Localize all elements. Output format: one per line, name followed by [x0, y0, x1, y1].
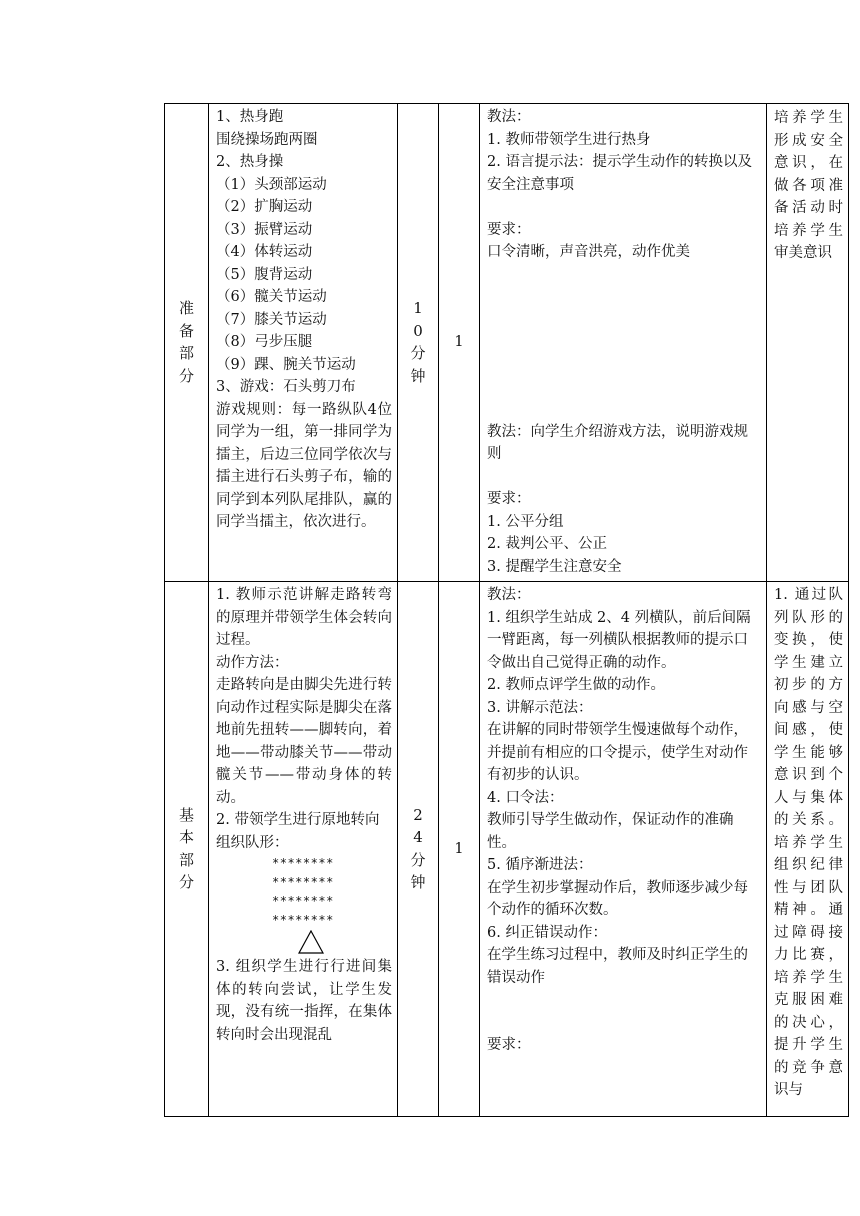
prep-method1-item: 2. 语言提示法：提示学生动作的转换以及安全注意事项 [487, 154, 752, 193]
basic-section-label: 基本部分 [178, 805, 194, 891]
basic-method-item: 在讲解的同时带领学生慢速做每个动作，并提前有相应的口令提示，使学生对动作有初步的认识。 [487, 722, 748, 783]
basic-method-item: 在学生初步掌握动作后，教师逐步减少每个动作的循环次数。 [487, 879, 748, 918]
basic-method-item: 2. 教师点评学生做的动作。 [487, 677, 665, 693]
basic-count-cell [439, 582, 480, 1117]
prep-content-line: （1）头颈部运动 [216, 176, 327, 193]
prep-content-line: （7）膝关节运动 [216, 311, 327, 328]
prep-count-cell [439, 104, 480, 582]
basic-method-item: 教师引导学生做动作，保证动作的准确性。 [487, 812, 734, 851]
lesson-plan-table [164, 103, 849, 1117]
prep-req2-item: 2. 裁判公平、公正 [487, 536, 607, 552]
formation-row: ******** [272, 856, 334, 870]
prep-section-cell [165, 104, 209, 582]
prep-content-line: 3、游戏：石头剪刀布 [216, 379, 356, 395]
prep-content-line: （8）弓步压腿 [216, 334, 313, 350]
basic-content-step3: 3. 组织学生进行行进间集体的转向尝试，让学生发现，没有统一指挥，在集体转向时会出现混乱 [216, 959, 392, 1043]
basic-content-method: 走路转向是由脚尖先进行转向动作过程实际是脚尖在落地前先扭转——脚转向，着地——带动膝关节——带动髋关节——带动身体的转动。 [216, 677, 392, 806]
lesson-plan-page [164, 103, 848, 1117]
prep-req1-title: 要求： [487, 221, 531, 238]
prep-content-line: 1、热身跑 [216, 109, 284, 125]
prep-req2-item: 3. 提醒学生注意安全 [487, 558, 622, 575]
basic-content-cell [209, 582, 398, 1117]
basic-method-item: 5. 循序渐进法： [487, 857, 593, 873]
basic-method-item: 6. 纠正错误动作： [487, 924, 607, 941]
prep-game-rules: 游戏规则：每一路纵队4位同学为一组，第一排同学为擂主，后边三位同学依次与擂主进行石头剪子布，输的同学到本列队尾排队，赢的同学当擂主，依次进行。 [216, 401, 392, 530]
basic-row [165, 582, 849, 1117]
basic-method-item: 4. 口令法： [487, 789, 564, 806]
prep-row [165, 104, 849, 582]
basic-content-step2: 2. 带领学生进行原地转向 [216, 812, 380, 828]
basic-method-item: 在学生练习过程中，教师及时纠正学生的错误动作 [487, 947, 748, 986]
prep-content-cell [209, 104, 398, 582]
basic-time: 24分钟 [410, 805, 426, 891]
prep-method-cell [480, 104, 767, 582]
basic-req-title: 要求： [487, 1037, 531, 1053]
basic-content-step1: 1. 教师示范讲解走路转弯的原理并带领学生体会转向过程。 [216, 587, 392, 648]
prep-content-line: 2、热身操 [216, 154, 284, 170]
formation-row: ******** [272, 894, 334, 908]
basic-count: 1 [454, 840, 464, 857]
prep-method1-item: 1. 教师带领学生进行热身 [487, 131, 651, 148]
prep-method1-title: 教法： [487, 109, 531, 125]
prep-content-line: 围绕操场跑两圈 [216, 131, 318, 148]
basic-method-item: 1. 组织学生站成 2、4 列横队，前后间隔一臂距离，每一列横队根据教师的提示口令做出自己觉得正确的动作。 [487, 609, 751, 671]
basic-goal-cell [767, 582, 849, 1117]
formation-row: ******** [272, 875, 334, 889]
prep-req2-title: 要求： [487, 491, 531, 507]
basic-formation-label: 组织队形： [216, 834, 289, 851]
prep-content-line: （4）体转运动 [216, 244, 313, 260]
formation-row: ******** [272, 913, 334, 927]
prep-count: 1 [454, 334, 464, 351]
prep-time-cell [398, 104, 439, 582]
basic-section-cell [165, 582, 209, 1117]
basic-goal: 1. 通过队列队形的变换，使学生建立初步的方向感与空间感，使学生能够意识到个人与集体的关系。培养学生组织纪律性与团队精神。通过障碍接力比赛，培养学生克服困难的决心，提升学生的竞争意识与 [774, 587, 843, 1098]
prep-content-line: （9）踝、腕关节运动 [216, 356, 356, 373]
prep-section-label: 准备部分 [178, 299, 194, 385]
prep-content-line: （2）扩胸运动 [216, 199, 313, 215]
prep-goal-cell [767, 104, 849, 582]
prep-method2: 教法：向学生介绍游戏方法，说明游戏规则 [487, 423, 748, 462]
prep-content-line: （3）振臂运动 [216, 221, 313, 238]
prep-content-line: （5）腹背运动 [216, 266, 313, 283]
prep-time: 10分钟 [410, 299, 426, 385]
basic-method-item: 3. 讲解示范法： [487, 699, 593, 716]
basic-content-method-label: 动作方法： [216, 654, 289, 671]
prep-req1: 口令清晰，声音洪亮，动作优美 [487, 244, 690, 260]
basic-method-title: 教法： [487, 587, 531, 603]
basic-method-cell [480, 582, 767, 1117]
teacher-triangle-icon [216, 930, 392, 956]
prep-content-line: （6）髋关节运动 [216, 289, 327, 305]
prep-req2-item: 1. 公平分组 [487, 513, 564, 530]
basic-time-cell [398, 582, 439, 1117]
prep-goal: 培养学生形成安全意识，在做各项准备活动时培养学生审美意识 [774, 110, 843, 261]
